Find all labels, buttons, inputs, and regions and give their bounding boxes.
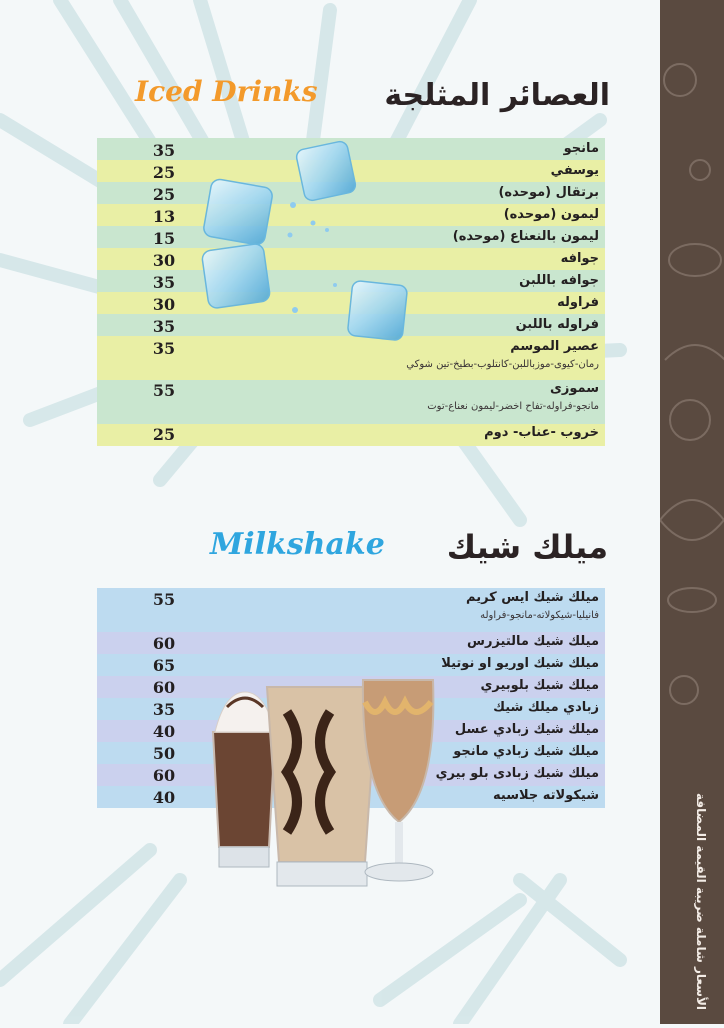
milkshake-title-en: Milkshake	[210, 527, 385, 562]
item-price: 25	[152, 185, 176, 204]
item-price: 25	[152, 425, 176, 444]
item-name: ليمون (موحده)	[503, 207, 599, 222]
item-price: 35	[152, 141, 176, 160]
item-price: 65	[152, 656, 176, 675]
item-price: 35	[152, 273, 176, 292]
iced-title-ar: العصائر المثلجة	[384, 78, 610, 113]
item-price: 35	[152, 700, 176, 719]
iced-title-en: Iced Drinks	[135, 75, 318, 108]
item-price: 30	[152, 251, 176, 270]
item-name: مانجو	[563, 141, 599, 156]
milkshake-title-ar: ميلك شيك	[446, 528, 608, 566]
item-description: رمان-كيوى-موزباللبن-كانتلوب-بطيخ-تين شوكي	[406, 359, 599, 370]
milkshake-glasses-icon	[205, 672, 445, 902]
item-price: 55	[152, 381, 176, 400]
item-name: سموزى	[549, 381, 599, 396]
item-price: 25	[152, 163, 176, 182]
item-price: 60	[152, 678, 176, 697]
item-description: فانيليا-شيكولاته-مانجو-فراوله	[480, 610, 599, 621]
item-price: 30	[152, 295, 176, 314]
item-price: 35	[152, 339, 176, 358]
item-name: ميلك شيك زبادي مانجو	[453, 744, 599, 759]
item-name: فراوله باللبن	[515, 317, 599, 332]
item-name: فراوله	[557, 295, 599, 310]
item-name: عصير الموسم	[510, 339, 599, 354]
item-name: جوافه باللبن	[519, 273, 599, 288]
item-name: شيكولاته جلاسيه	[493, 788, 599, 803]
item-name: ليمون بالنعناع (موحده)	[452, 229, 599, 244]
item-price: 35	[152, 317, 176, 336]
item-price: 55	[152, 590, 176, 609]
item-name: ميلك شيك بلوبيري	[480, 678, 599, 693]
item-name: يوسفي	[550, 163, 599, 178]
item-price: 40	[152, 722, 176, 741]
item-name: زبادي ميلك شيك	[493, 700, 599, 715]
item-name: جوافه	[560, 251, 599, 266]
item-price: 60	[152, 766, 176, 785]
item-name: ميلك شيك زبادي عسل	[454, 722, 599, 737]
item-price: 40	[152, 788, 176, 807]
item-price: 13	[152, 207, 176, 226]
item-name: ميلك شيك اوريو او نوتيلا	[441, 656, 599, 671]
item-name: ميلك شيك ايس كريم	[466, 590, 599, 605]
item-name: برتقال (موحده)	[498, 185, 599, 200]
item-price: 50	[152, 744, 176, 763]
item-description: مانجو-فراوله-تفاح اخضر-ليمون نعناع-توت	[427, 401, 599, 412]
item-name: ميلك شيك مالتيزرس	[467, 634, 599, 649]
vat-note: الأسعار شاملة ضريبة القيمة المضافة	[694, 792, 708, 1010]
item-price: 60	[152, 634, 176, 653]
item-price: 15	[152, 229, 176, 248]
item-name: خروب -عناب- دوم	[484, 425, 599, 440]
ice-cubes-icon	[195, 135, 415, 350]
item-name: ميلك شيك زبادى بلو بيري	[435, 766, 599, 781]
